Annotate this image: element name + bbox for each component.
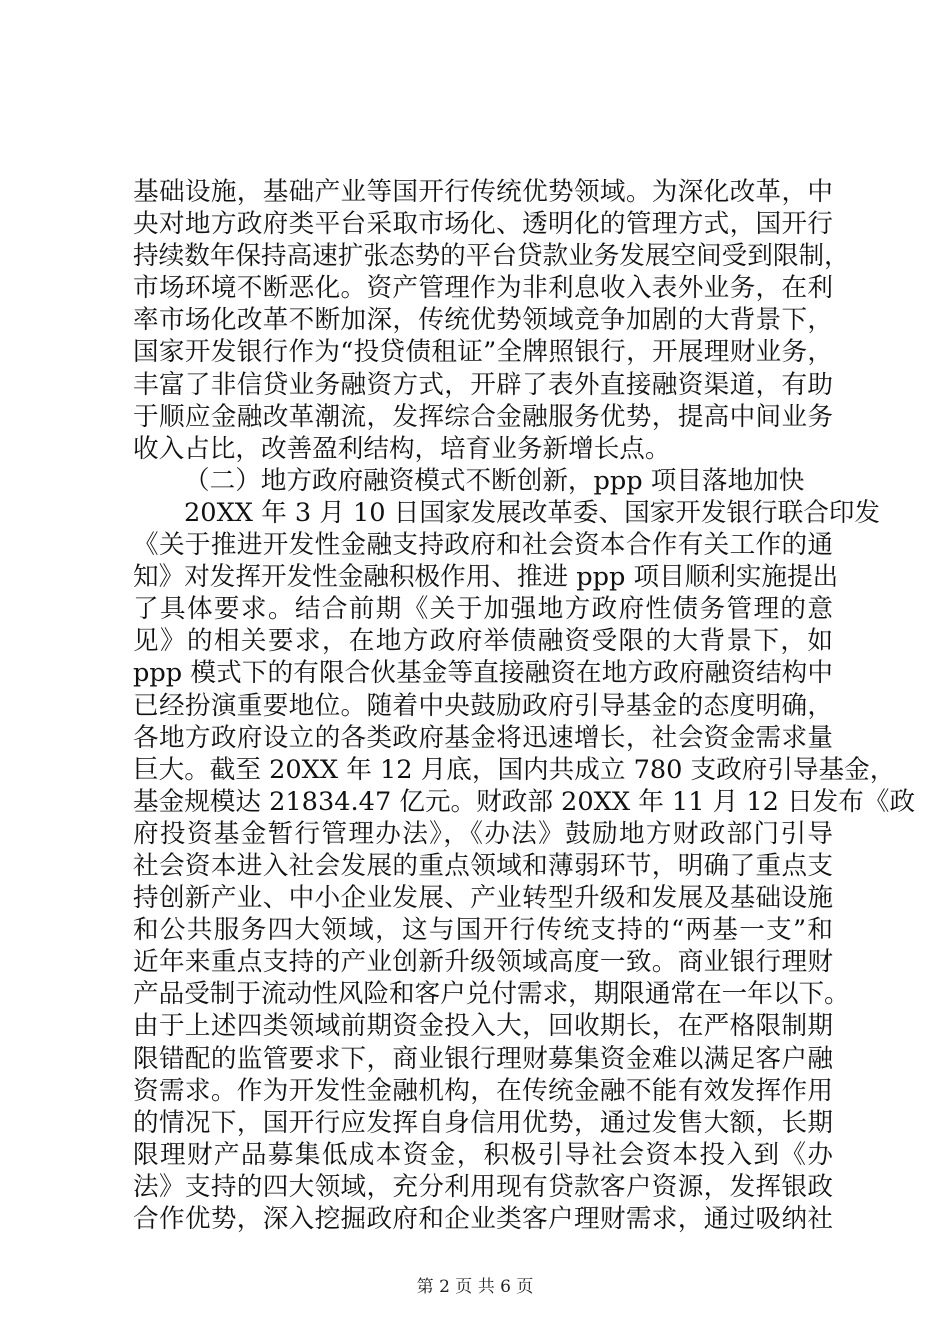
text-line: 市场环境不断恶化。资产管理作为非利息收入表外业务，在利 bbox=[133, 273, 833, 304]
text-line: 持创新产业、中小企业发展、产业转型升级和发展及基础设施 bbox=[133, 883, 833, 914]
text-line: 见》的相关要求，在地方政府举债融资受限的大背景下，如 bbox=[133, 626, 833, 657]
text-line: 和公共服务四大领域，这与国开行传统支持的“两基一支”和 bbox=[133, 915, 833, 946]
text-line: 社会资本进入社会发展的重点领域和薄弱环节，明确了重点支 bbox=[133, 850, 833, 881]
text-line: 由于上述四类领域前期资金投入大，回收期长，在严格限制期 bbox=[133, 1011, 833, 1042]
document-body bbox=[133, 176, 916, 1235]
text-line: 率市场化改革不断加深，传统优势领域竞争加剧的大背景下， bbox=[133, 305, 833, 336]
paragraph-first-line: 20XX 年 3 月 10 日国家发展改革委、国家开发银行联合印发 bbox=[184, 497, 881, 528]
text-line: ppp 模式下的有限合伙基金等直接融资在地方政府融资结构中 bbox=[133, 658, 833, 689]
text-line: 国家开发银行作为“投贷债租证”全牌照银行，开展理财业务， bbox=[133, 337, 833, 368]
text-line: 限错配的监管要求下，商业银行理财募集资金难以满足客户融 bbox=[133, 1043, 833, 1074]
text-line: 的情况下，国开行应发挥自身信用优势，通过发售大额，长期 bbox=[133, 1107, 833, 1138]
text-line: 基金规模达 21834.47 亿元。财政部 20XX 年 11 月 12 日发布《政 bbox=[133, 786, 916, 817]
text-line: 资需求。作为开发性金融机构，在传统金融不能有效发挥作用 bbox=[133, 1075, 833, 1106]
text-line: 了具体要求。结合前期《关于加强地方政府性债务管理的意 bbox=[133, 594, 833, 625]
text-line: 已经扮演重要地位。随着中央鼓励政府引导基金的态度明确， bbox=[133, 690, 833, 721]
text-line: 合作优势，深入挖掘政府和企业类客户理财需求，通过吸纳社 bbox=[133, 1204, 833, 1234]
text-line: 于顺应金融改革潮流，发挥综合金融服务优势，提高中间业务 bbox=[133, 401, 833, 432]
paragraph-end-line: 收入占比，改善盈利结构，培育业务新增长点。 bbox=[133, 433, 671, 464]
text-line: 《关于推进开发性金融支持政府和社会资本合作有关工作的通 bbox=[133, 530, 833, 561]
text-line: 府投资基金暂行管理办法》，《办法》鼓励地方财政部门引导 bbox=[133, 818, 833, 849]
text-line: 丰富了非信贷业务融资方式，开辟了表外直接融资渠道，有助 bbox=[133, 369, 833, 400]
text-line: 产品受制于流动性风险和客户兑付需求，期限通常在一年以下。 bbox=[133, 979, 850, 1010]
text-line: 持续数年保持高速扩张态势的平台贷款业务发展空间受到限制， bbox=[133, 241, 850, 272]
text-line: 知》对发挥开发性金融积极作用、推进 ppp 项目顺利实施提出 bbox=[133, 562, 839, 593]
section-heading: （二）地方政府融资模式不断创新，ppp 项目落地加快 bbox=[184, 465, 805, 496]
text-line: 巨大。截至 20XX 年 12 月底，国内共成立 780 支政府引导基金， bbox=[133, 754, 896, 785]
text-line: 法》支持的四大领域，充分利用现有贷款客户资源，发挥银政 bbox=[133, 1171, 833, 1202]
text-line: 基础设施，基础产业等国开行传统优势领域。为深化改革，中 bbox=[133, 177, 833, 207]
text-line: 近年来重点支持的产业创新升级领域高度一致。商业银行理财 bbox=[133, 947, 833, 978]
text-line: 各地方政府设立的各类政府基金将迅速增长，社会资金需求量 bbox=[133, 722, 833, 753]
text-line: 央对地方政府类平台采取市场化、透明化的管理方式，国开行 bbox=[133, 209, 833, 240]
text-line: 限理财产品募集低成本资金，积极引导社会资本投入到《办 bbox=[133, 1139, 833, 1170]
page-number-footer: 第 2 页 共 6 页 bbox=[416, 1277, 534, 1297]
